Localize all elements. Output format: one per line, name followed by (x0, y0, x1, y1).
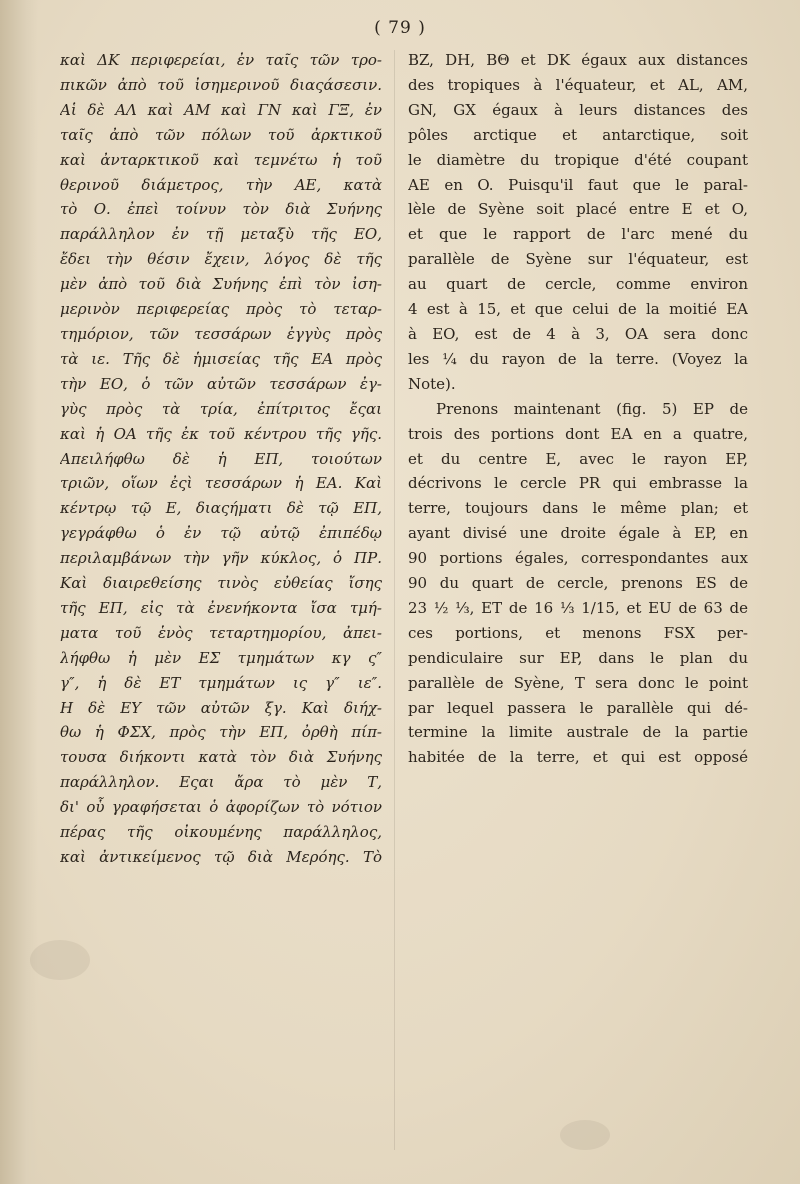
french-column-line: des tropiques à l'équateur, et AL, AM, (408, 75, 748, 94)
french-column-line: au quart de cercle, comme environ (408, 275, 748, 294)
greek-column-line: καὶ ἀνταρκτικοῦ καὶ τεμνέτω ἡ τοῦ (60, 150, 382, 169)
greek-column-line: καὶ ἡ ΟΑ τῆς ἐκ τοῦ κέντρου τῆς γῆς. (60, 424, 382, 443)
greek-column-line: περιλαμβάνων τὴν γῆν κύκλος, ὁ ΠΡ. (60, 549, 382, 568)
greek-column-line: τῆς ΕΠ, εἰς τὰ ἐνενήκοντα ἴσα τμή- (60, 598, 382, 617)
greek-column-line: πέρας τῆς οἰκουμένης παράλληλος, (60, 823, 382, 842)
french-column-line: 90 du quart de cercle, prenons ES de (408, 574, 748, 593)
greek-column-line: τριῶν, οἵων ἐςὶ τεσσάρων ἡ ΕΑ. Καὶ (60, 474, 382, 493)
greek-column-line: ἔδει τὴν θέσιν ἔχειν, λόγος δὲ τῆς (60, 250, 382, 269)
french-column-line: termine la limite australe de la partie (408, 723, 748, 742)
greek-column-line: Καὶ διαιρεθείσης τινὸς εὐθείας ἴσης (60, 574, 382, 593)
greek-column-line: ταῖς ἀπὸ τῶν πόλων τοῦ ἀρκτικοῦ (60, 125, 382, 144)
french-column-line: habitée de la terre, et qui est opposé (408, 748, 748, 767)
greek-column-line: πικῶν ἀπὸ τοῦ ἰσημερινοῦ διαςάσεσιν. (60, 75, 382, 94)
french-column-line: 4 est à 15, et que celui de la moitié EA (408, 300, 748, 319)
french-column-line: par lequel passera le parallèle qui dé- (408, 698, 748, 717)
french-column-line: lèle de Syène soit placé entre E et O, (408, 200, 748, 219)
french-column-line: parallèle de Syène sur l'équateur, est (408, 250, 748, 269)
binding-gutter-shadow (0, 0, 38, 1184)
greek-column-line: γεγράφθω ὁ ἐν τῷ αὐτῷ ἐπιπέδῳ (60, 524, 382, 543)
french-column-line: pendiculaire sur EP, dans le plan du (408, 648, 748, 667)
greek-column-line: παράλληλον ἐν τῇ μεταξὺ τῆς ΕΟ, (60, 225, 382, 244)
greek-column-line: κέντρῳ τῷ Ε, διαςήματι δὲ τῷ ΕΠ, (60, 499, 382, 518)
greek-column-line: μὲν ἀπὸ τοῦ διὰ Συήνης ἐπὶ τὸν ἰση- (60, 275, 382, 294)
greek-column-line: γ″, ἡ δὲ ΕΤ τμημάτων ις γ″ ιε″. (60, 673, 382, 692)
greek-column-line: τουσα διήκοντι κατὰ τὸν διὰ Συήνης (60, 748, 382, 767)
greek-column-line: τὰ ιε. Τῆς δὲ ἡμισείας τῆς ΕΑ πρὸς (60, 349, 382, 368)
greek-column-line: λήφθω ἡ μὲν ΕΣ τμημάτων κγ ς″ (60, 648, 382, 667)
paper-stain (30, 940, 90, 980)
greek-column-line: Απειλήφθω δὲ ἡ ΕΠ, τοιούτων (60, 449, 382, 468)
french-column-line: à EO, est de 4 à 3, OA sera donc (408, 324, 748, 343)
french-column-line: AE en O. Puisqu'il faut que le paral- (408, 175, 748, 194)
greek-column-line: Αἱ δὲ ΑΛ καὶ ΑΜ καὶ ΓΝ καὶ ΓΞ, ἐν (60, 100, 382, 119)
french-column-line: 23 ½ ⅓, ET de 16 ⅓ 1/15, et EU de 63 de (408, 598, 748, 617)
greek-text-column (60, 48, 382, 870)
french-column-line: 90 portions égales, correspondantes aux (408, 549, 748, 568)
french-translation-column (408, 48, 748, 770)
french-column-line: trois des portions dont EA en a quatre, (408, 424, 748, 443)
greek-column-line: θερινοῦ διάμετρος, τὴν ΑΕ, κατὰ (60, 175, 382, 194)
paper-stain (560, 1120, 610, 1150)
column-divider (394, 50, 395, 1150)
french-column-line: les ¼ du rayon de la terre. (Voyez la (408, 349, 748, 368)
greek-column-line: τημόριον, τῶν τεσσάρων ἐγγὺς πρὸς (60, 324, 382, 343)
greek-column-line: καὶ ΔΚ περιφερείαι, ἐν ταῖς τῶν τρο- (60, 51, 382, 69)
french-column-line: parallèle de Syène, T sera donc le point (408, 673, 748, 692)
french-column-line: et que le rapport de l'arc mené du (408, 225, 748, 244)
greek-column-line: μερινὸν περιφερείας πρὸς τὸ τεταρ- (60, 300, 382, 319)
french-column-line: BZ, DH, BΘ et DK égaux aux distances (408, 51, 748, 69)
french-column-line: et du centre E, avec le rayon EP, (408, 449, 748, 468)
french-column-line: GN, GX égaux à leurs distances des (408, 100, 748, 119)
greek-column-line: Η δὲ ΕΥ τῶν αὐτῶν ξγ. Καὶ διήχ- (60, 698, 382, 717)
french-column-line: Note). (408, 374, 456, 393)
french-column-line: ces portions, et menons FSX per- (408, 623, 748, 642)
greek-column-line: γὺς πρὸς τὰ τρία, ἐπίτριτος ἔςαι (60, 399, 382, 418)
greek-column-line: παράλληλον. Εςαι ἄρα τὸ μὲν Τ, (60, 773, 382, 792)
greek-column-line: θω ἡ ΦΣΧ, πρὸς τὴν ΕΠ, ὀρθὴ πίπ- (60, 723, 382, 742)
french-column-line: pôles arctique et antarctique, soit (408, 125, 748, 144)
french-column-line: le diamètre du tropique d'été coupant (408, 150, 748, 169)
greek-column-line: τὴν ΕΟ, ὁ τῶν αὐτῶν τεσσάρων ἐγ- (60, 374, 382, 393)
page-number: ( 79 ) (374, 18, 426, 38)
french-column-line: Prenons maintenant (fig. 5) EP de (436, 399, 748, 418)
french-column-line: décrivons le cercle PR qui embrasse la (408, 474, 748, 493)
greek-column-line: καὶ ἀντικείμενος τῷ διὰ Μερόης. Τὸ (60, 848, 382, 866)
french-column-line: terre, toujours dans le même plan; et (408, 499, 748, 518)
greek-column-line: δι' οὗ γραφήσεται ὁ ἀφορίζων τὸ νότιον (60, 798, 382, 817)
french-column-line: ayant divisé une droite égale à EP, en (408, 524, 748, 543)
greek-column-line: τὸ Ο. ἐπεὶ τοίνυν τὸν διὰ Συήνης (60, 200, 382, 219)
greek-column-line: ματα τοῦ ἑνὸς τεταρτημορίου, ἀπει- (60, 623, 382, 642)
